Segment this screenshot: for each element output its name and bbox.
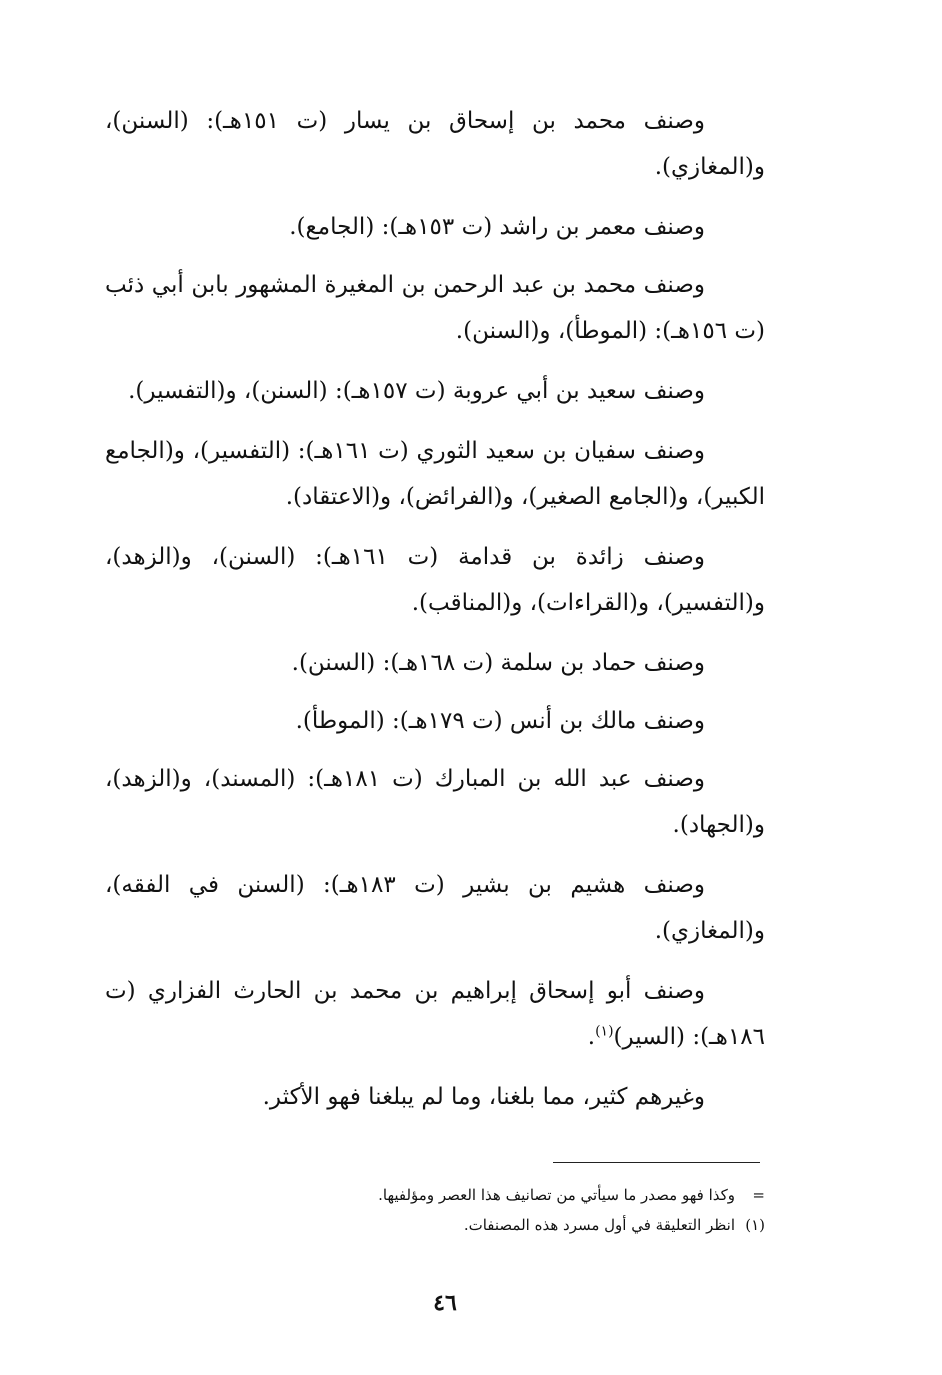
paragraph-ibn-mubarak: وصنف عبد الله بن المبارك (ت ١٨١هـ): (المسند)، و(الزهد)، و(الجهاد). — [105, 766, 765, 838]
footnote-1 — [220, 1210, 765, 1240]
paragraph-ibn-abi-dhib: وصنف محمد بن عبد الرحمن بن المغيرة المشهور بابن أبي ذئب (ت ١٥٦هـ): (الموطأ)، و(السنن). — [105, 272, 765, 344]
footnotes — [220, 1180, 765, 1240]
paragraph-said-ibn-abi-aruba: وصنف سعيد بن أبي عروبة (ت ١٥٧هـ): (السنن)، و(التفسير). — [128, 378, 705, 404]
paragraph-fazari-end: . — [587, 1024, 596, 1050]
paragraph-hammad: وصنف حماد بن سلمة (ت ١٦٨هـ): (السنن). — [291, 650, 705, 676]
footnote-mark: (١) — [745, 1216, 765, 1234]
footnote-text: وكذا فهو مصدر ما سيأتي من تصانيف هذا العصر ومؤلفيها. — [378, 1186, 735, 1204]
paragraph-mamar: وصنف معمر بن راشد (ت ١٥٣هـ): (الجامع). — [289, 214, 705, 240]
footnote-continuation — [220, 1180, 765, 1210]
paragraph-zaida: وصنف زائدة بن قدامة (ت ١٦١هـ): (السنن)، و(الزهد)، و(التفسير)، و(القراءات)، و(المناقب). — [105, 544, 765, 616]
paragraph-sufyan-thawri: وصنف سفيان بن سعيد الثوري (ت ١٦١هـ): (التفسير)، و(الجامع الكبير)، و(الجامع الصغير)، و(الفرائض)، و(الاعتقاد). — [105, 438, 765, 510]
footnote-reference: (١) — [595, 1023, 614, 1040]
paragraph-fazari-text: وصنف أبو إسحاق إبراهيم بن محمد بن الحارث الفزاري (ت ١٨٦هـ): (السير) — [105, 978, 765, 1050]
main-text — [105, 98, 765, 1132]
page-number: ٤٦ — [433, 1290, 457, 1316]
paragraph-closing: وغيرهم كثير، مما بلغنا، وما لم يبلغنا فهو الأكثر. — [262, 1084, 705, 1110]
footnote-mark: = — [752, 1186, 765, 1204]
footnote-separator — [553, 1162, 760, 1163]
paragraph-hushaym: وصنف هشيم بن بشير (ت ١٨٣هـ): (السنن في الفقه)، و(المغازي). — [105, 872, 765, 944]
paragraph-fazari — [105, 968, 765, 1060]
paragraph-ibn-ishaq: وصنف محمد بن إسحاق بن يسار (ت ١٥١هـ): (السنن)، و(المغازي). — [105, 108, 765, 180]
footnote-text: انظر التعليقة في أول مسرد هذه المصنفات. — [463, 1216, 735, 1234]
paragraph-malik: وصنف مالك بن أنس (ت ١٧٩هـ): (الموطأ). — [295, 708, 705, 734]
